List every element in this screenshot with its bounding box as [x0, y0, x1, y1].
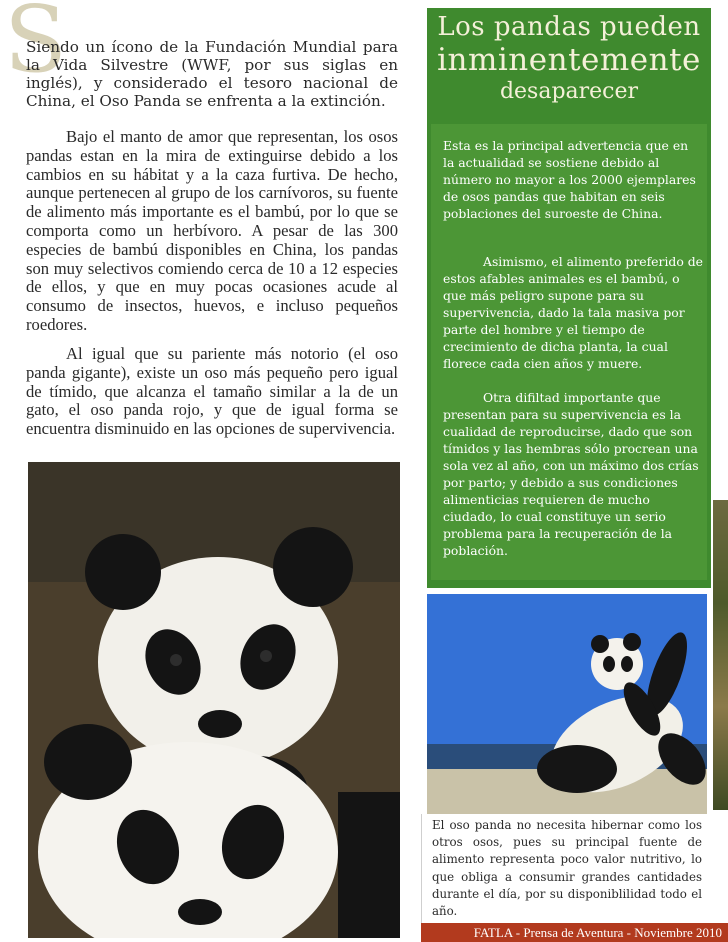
- headline-line-2: inminentemente: [437, 42, 701, 78]
- article-paragraph-1: Bajo el manto de amor que representan, los osos pandas estan en la mira de extinguirse debido a los cambios en su hábitat y a la caza furtiva. De hecho, aunque pertenecen al grupo de los carnívoros, su fuente de alimento más importante es el bambú, por lo que se comporta como un herbívoro. A pesar de las 300 especies de bambú disponibles en China, los pandas son muy selectivos comiendo cerca de 10 a 12 especies de ellos, y que en muy pocas ocasiones acude al consumo de insectos, huevos, e incluso pequeños roedores.: [26, 127, 398, 334]
- drop-cap: S: [4, 0, 68, 93]
- photo-caption: El oso panda no necesita hibernar como los otros osos, pues su principal fuente de alimento representa poco valor nutritivo, lo que obliga a consumir grandes cantidades durante el día, por su disponiblilidad todo el año.: [432, 818, 702, 919]
- reclining-panda-illustration: [427, 594, 707, 814]
- sidebar-headline: [427, 12, 711, 106]
- page-footer: FATLA - Prensa de Aventura - Noviembre 2010: [421, 923, 728, 942]
- edge-foliage-strip: [713, 500, 728, 810]
- article-intro: Siendo un ícono de la Fundación Mundial para la Vida Silvestre (WWF, por sus siglas en inglés), y considerado el tesoro nacional de China, el Oso Panda se enfrenta a la extinción.: [26, 38, 398, 110]
- headline-line-3: desaparecer: [499, 79, 639, 104]
- sidebar-paragraph-3: Otra difiltad importante que presentan para su supervivencia es la cualidad de reproducirse, dado que son tímidos y las hembras sólo procrean una sola vez al año, con un máximo dos crías por parto; y debido a sus condiciones alimenticias requieren de mucho ciudado, lo cual constituye un serio problema para la recuperación de la población.: [443, 390, 699, 558]
- headline-line-1: Los pandas pueden: [437, 12, 701, 42]
- sidebar-paragraph-1: Esta es la principal advertencia que en la actualidad se sostiene debido al número no mayor a los 2000 ejemplares de osos pandas que habitan en seis poblaciones del suroeste de China.: [443, 138, 696, 221]
- reclining-panda-photo: [427, 594, 707, 814]
- two-pandas-illustration: [28, 462, 400, 938]
- sidebar-paragraph-2: Asimismo, el alimento preferido de estos afables animales es el bambú, o que más peligro supone para su supervivencia, dado la tala masiva por parte del hombre y el tiempo de crecimiento de dicha planta, la cual florece cada cien años y muere.: [443, 254, 704, 371]
- article-paragraph-2: Al igual que su pariente más notorio (el oso panda gigante), existe un oso más pequeño pero igual de tímido, que alcanza el tamaño similar a la de un gato, el oso panda rojo, y que de igual forma se encuentra disminuido en las opciones de supervivencia.: [26, 344, 398, 439]
- two-pandas-photo: [28, 462, 400, 938]
